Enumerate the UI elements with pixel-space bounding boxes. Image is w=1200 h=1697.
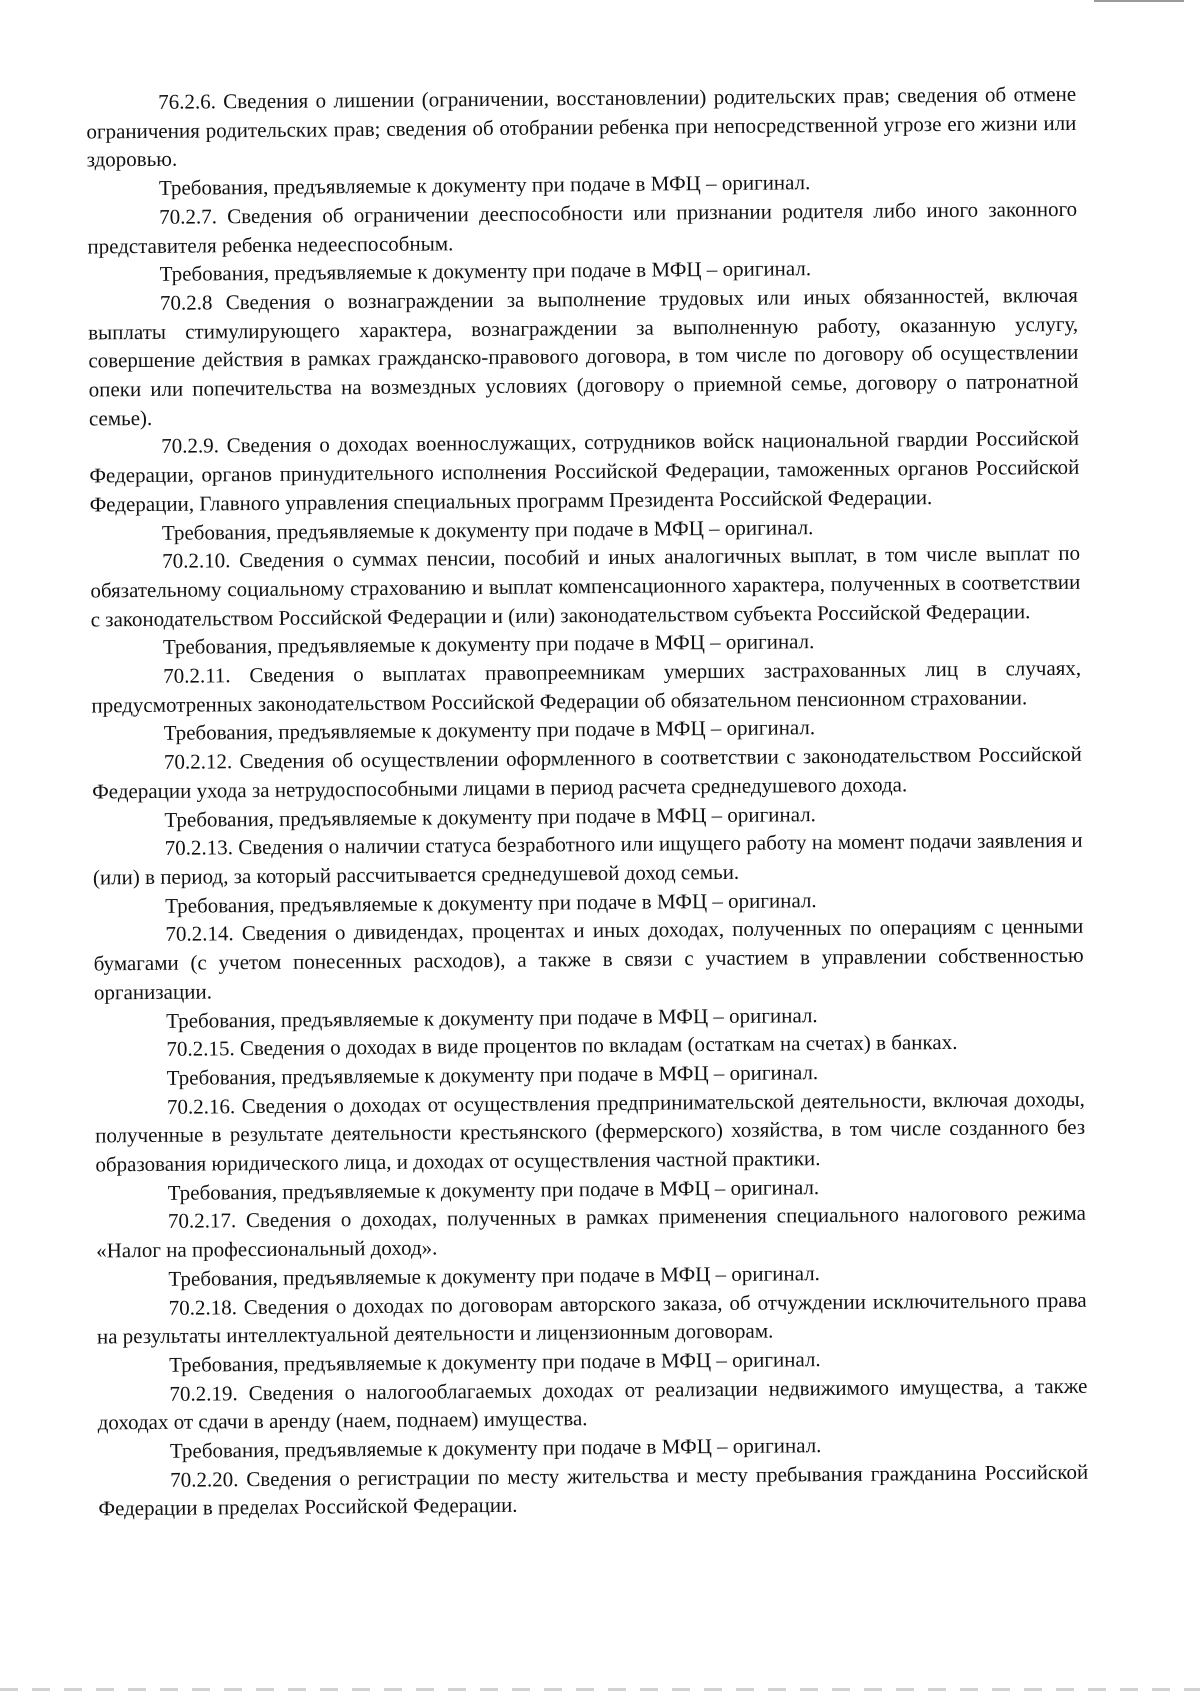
- paragraph-70-2-9: 70.2.9. Сведения о доходах военнослужащих, сотрудников войск национальной гвардии Российской Федерации, органов принудительного исполнения Российской Федерации, таможенных органов Российской Федерации, Главного управления специальных программ Президента Российской Федерации.: [89, 426, 1080, 517]
- paragraph-70-2-14: 70.2.14. Сведения о дивидендах, процентах и иных доходах, полученных по операциям с ценными бумагами (с учетом понесенных расходов), а также в связи с участием в управлении собственностью организации.: [93, 914, 1084, 1005]
- requirement-line: Требования, предъявляемые к документу при подаче в МФЦ – оригинал.: [169, 1347, 821, 1377]
- requirement-line: Требования, предъявляемые к документу при подаче в МФЦ – оригинал.: [168, 1260, 820, 1291]
- paragraph-70-2-18: 70.2.18. Сведения о доходах по договорам авторского заказа, об отчуждении исключительного права на результаты интеллектуальной деятельности и лицензионным договорам.: [96, 1287, 1087, 1349]
- requirement-line: Требования, предъявляемые к документу при подаче в МФЦ – оригинал.: [162, 629, 815, 660]
- paragraph-70-2-7: 70.2.7. Сведения об ограничении дееспособности или признании родителя либо иного законного представителя ребенка недееспособным.: [87, 196, 1078, 258]
- requirement-line: Требования, предъявляемые к документу при подаче в МФЦ – оригинал.: [169, 1433, 822, 1463]
- requirement-line: Требования, предъявляемые к документу при подаче в МФЦ – оригинал.: [166, 1060, 819, 1090]
- paragraph-70-2-16: 70.2.16. Сведения о доходах от осуществления предпринимательской деятельности, включая доходы, полученные в результате деятельности крестьянского (фермерского) хозяйства, в том числе созданного без образования юридического лица, и доходах от осуществления частной практики.: [95, 1086, 1086, 1177]
- paragraph-70-2-19: 70.2.19. Сведения о налогооблагаемых доходах от реализации недвижимого имущества, а также доходах от сдачи в аренду (наем, поднаем) имущества.: [97, 1373, 1088, 1435]
- requirement-line: Требования, предъявляемые к документу при подаче в МФЦ – оригинал.: [163, 715, 816, 746]
- document-body: [0, 79, 1200, 1525]
- paragraph-70-2-11: 70.2.11. Сведения о выплатах правопреемникам умерших застрахованных лиц в случаях, предусмотренных законодательством Российской Федерации об обязательном пенсионном страховании.: [91, 655, 1082, 718]
- paragraph-70-2-12: 70.2.12. Сведения об осуществлении оформленного в соответствии с законодательством Российской Федерации ухода за нетрудоспособными лицами в период расчета среднедушевого дохода.: [92, 741, 1082, 804]
- paragraph-70-2-20: 70.2.20. Сведения о регистрации по месту жительства и месту пребывания гражданина Российской Федерации в пределах Российской Федерации.: [98, 1459, 1089, 1521]
- scan-artifact-bottom: [0, 1688, 1200, 1691]
- requirement-line: Требования, предъявляемые к документу при подаче в МФЦ – оригинал.: [167, 1174, 820, 1205]
- requirement-line: Требования, предъявляемые к документу при подаче в МФЦ – оригинал.: [164, 801, 816, 832]
- requirement-line: Требования, предъявляемые к документу при подаче в МФЦ – оригинал.: [161, 514, 814, 545]
- scan-artifact-top: [1094, 0, 1184, 2]
- paragraph-76-2-6: 76.2.6. Сведения о лишении (ограничении, восстановлении) родительских прав; сведения об отмене ограничения родительских прав; сведения об отобрании ребенка при непосредственной угрозе его жизни или здоровью.: [86, 81, 1077, 172]
- paragraph-70-2-10: 70.2.10. Сведения о суммах пенсии, пособий и иных аналогичных выплат, в том числе выплат по обязательному социальному страхованию и выплат компенсационного характера, полученных в соответствии с законодательством Российской Федерации и (или) законодательством субъекта Российской Федерации.: [90, 541, 1081, 632]
- requirement-line: Требования, предъявляемые к документу при подаче в МФЦ – оригинал.: [165, 887, 817, 918]
- requirement-line: Требования, предъявляемые к документу при подаче в МФЦ – оригинал.: [166, 1002, 818, 1033]
- paragraph-70-2-17: 70.2.17. Сведения о доходах, полученных в рамках применения специального налогового режима «Налог на профессиональный доход».: [96, 1201, 1086, 1263]
- paragraph-70-2-8: 70.2.8 Сведения о вознаграждении за выполнение трудовых или иных обязанностей, включая выплаты стимулирующего характера, вознаграждении за выполненную работу, оказанную услугу, совершение действия в рамках гражданско-правового договора, в том числе по договору об осуществлении опеки или попечительства на возмездных условиях (договору о приемной семье, договору о патронатной семье).: [88, 282, 1079, 431]
- requirement-line: Требования, предъявляемые к документу при подаче в МФЦ – оригинал.: [158, 170, 811, 200]
- paragraph-70-2-13: 70.2.13. Сведения о наличии статуса безработного или ищущего работу на момент подачи заявления и (или) в период, за который рассчитывается среднедушевой доход семьи.: [92, 828, 1083, 890]
- paragraph-70-2-15: 70.2.15. Сведения о доходах в виде процентов по вкладам (остаткам на счетах) в банках.: [166, 1030, 958, 1062]
- requirement-line: Требования, предъявляемые к документу при подаче в МФЦ – оригинал.: [159, 256, 812, 287]
